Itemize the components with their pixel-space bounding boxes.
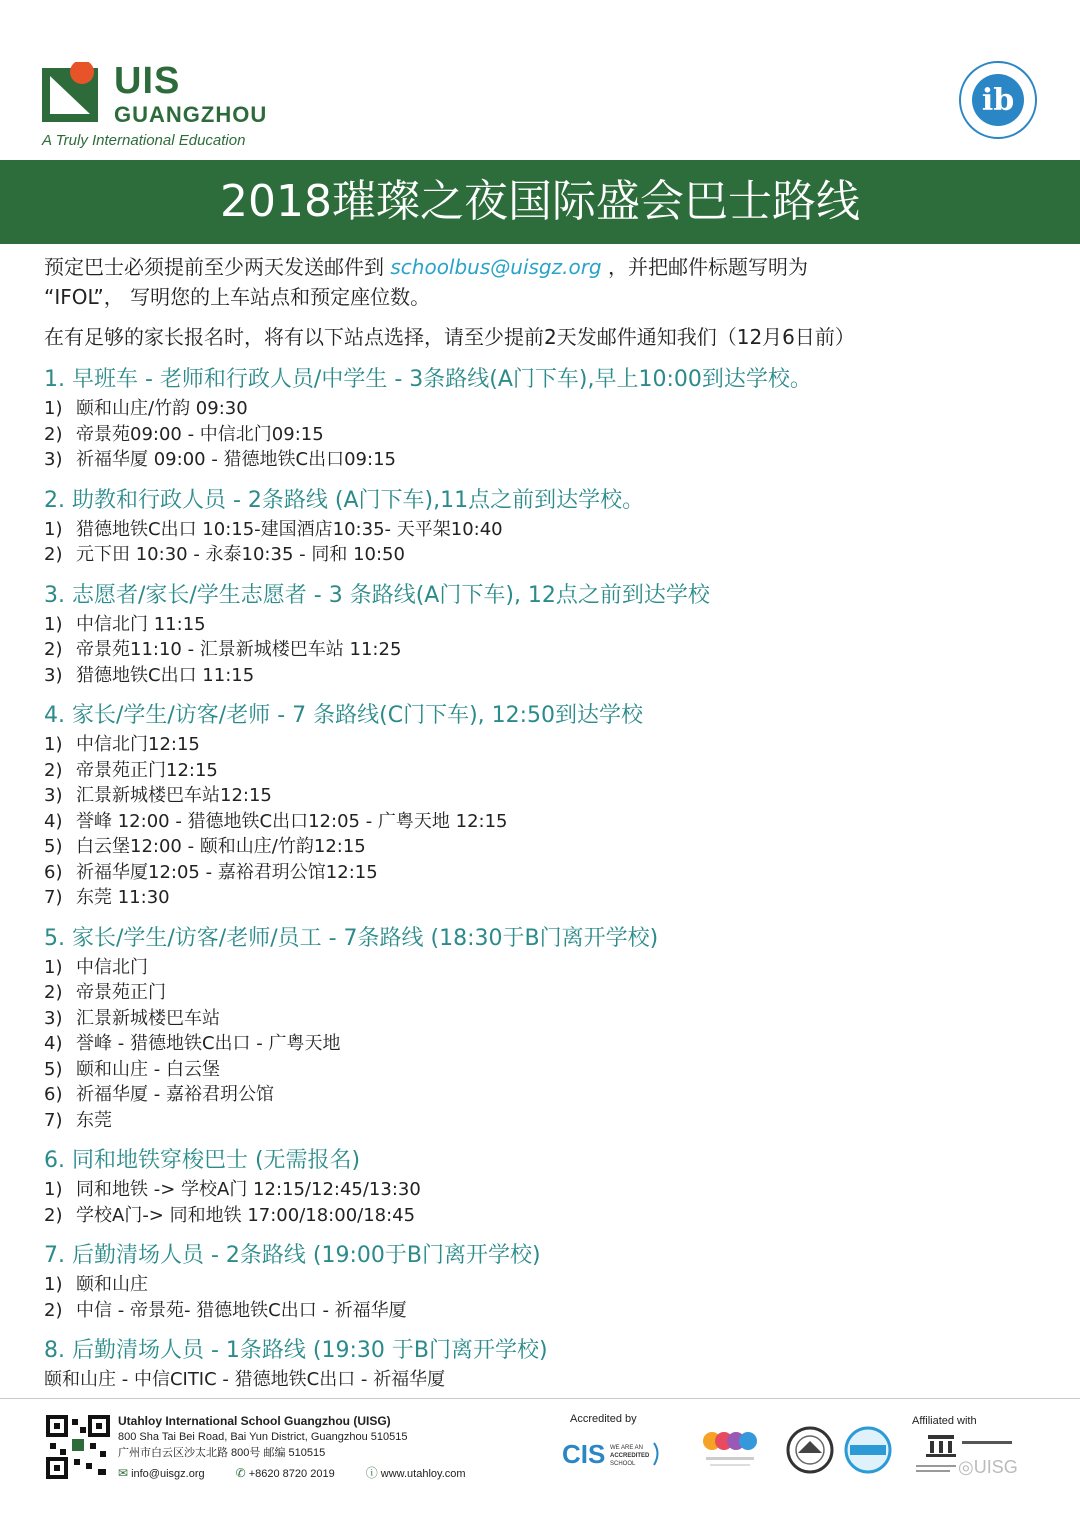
route-item-text: 帝景苑正门 xyxy=(76,982,166,1003)
route-section-title: 3. 志愿者/家长/学生志愿者 - 3 条路线(A门下车), 12点之前到达学校 xyxy=(44,582,710,608)
intro-notice: 在有足够的家长报名时，将有以下站点选择，请至少提前2天发邮件通知我们（12月6日前） xyxy=(44,325,855,349)
route-item xyxy=(44,1367,1044,1393)
route-item xyxy=(44,542,1044,568)
accreditation-rings-icon xyxy=(700,1425,760,1475)
booking-intro xyxy=(44,252,1044,352)
route-item-text: 祈福华厦 - 嘉裕君玥公馆 xyxy=(76,1084,274,1105)
route-item xyxy=(44,447,1044,473)
route-item xyxy=(44,1006,1044,1032)
route-item xyxy=(44,885,1044,911)
phone-contact[interactable] xyxy=(236,1468,349,1480)
route-item-number: 2) xyxy=(44,982,63,1003)
booking-email-link[interactable]: schoolbus@uisgz.org xyxy=(390,255,602,279)
wechat-icon: ◎ xyxy=(958,1457,974,1477)
route-sections xyxy=(44,364,1044,1393)
route-item xyxy=(44,1108,1044,1134)
cis-sub-2: ACCREDITED xyxy=(610,1453,650,1459)
intro-after-email: ，并把邮件标题写明为 xyxy=(601,255,808,279)
route-item-number: 2) xyxy=(44,1299,63,1321)
route-item xyxy=(44,860,1044,886)
route-item-text: 猎德地铁C出口 10:15-建国酒店10:35- 天平架10:40 xyxy=(76,518,503,540)
route-item-number: 3) xyxy=(44,785,63,806)
route-item-number: 7) xyxy=(44,887,63,908)
route-item-text: 中信北门 11:15 xyxy=(76,613,206,635)
info-icon: ⓘ xyxy=(365,1466,378,1480)
page-title: 2018璀璨之夜国际盛会巴士路线 xyxy=(220,176,860,227)
route-item xyxy=(44,1298,1044,1324)
route-item-text: 东莞 11:30 xyxy=(76,887,170,908)
route-item-text: 中信 - 帝景苑- 猎德地铁C出口 - 祈福华厦 xyxy=(76,1299,407,1321)
main-content xyxy=(44,252,1044,1393)
route-item-text: 祈福华厦 09:00 - 猎德地铁C出口09:15 xyxy=(76,449,396,470)
watermark xyxy=(958,1457,1018,1478)
route-item xyxy=(44,612,1044,638)
route-item xyxy=(44,1177,1044,1203)
route-item-text: 帝景苑09:00 - 中信北门09:15 xyxy=(76,423,324,445)
route-item-number: 1) xyxy=(44,956,63,978)
phone-text: +8620 8720 2019 xyxy=(248,1468,335,1480)
route-item-text: 誉峰 - 猎德地铁C出口 - 广粤天地 xyxy=(76,1033,341,1054)
route-item-number: 6) xyxy=(44,1084,63,1105)
logo-tagline: A Truly International Education xyxy=(42,132,246,149)
route-item-text: 帝景苑11:10 - 汇景新城楼巴车站 11:25 xyxy=(76,639,402,660)
watermark-text: UISG xyxy=(973,1457,1018,1477)
route-item-number: 2) xyxy=(44,1204,63,1226)
uis-logo[interactable] xyxy=(42,44,302,154)
route-item-number: 5) xyxy=(44,1058,63,1080)
route-item xyxy=(44,834,1044,860)
intro-line-2: “IFOL”， 写明您的上车站点和预定座位数。 xyxy=(44,285,431,309)
uis-logo-mark-icon xyxy=(42,62,106,126)
contacts xyxy=(118,1464,494,1481)
route-section-title: 4. 家长/学生/访客/老师 - 7 条路线(C门下车), 12:50到达学校 xyxy=(44,703,644,728)
route-item-number: 3) xyxy=(44,449,63,470)
route-item xyxy=(44,783,1044,809)
route-section-title: 8. 后勤清场人员 - 1条路线 (19:30 于B门离开学校) xyxy=(44,1338,548,1363)
route-section-6 xyxy=(44,1145,1044,1228)
route-section-8 xyxy=(44,1335,1044,1393)
mail-icon: ✉ xyxy=(118,1466,129,1480)
route-section-7 xyxy=(44,1240,1044,1323)
phone-icon: ✆ xyxy=(235,1466,246,1480)
website-contact[interactable] xyxy=(366,1468,480,1480)
route-item-text: 颐和山庄 - 中信CITIC - 猎德地铁C出口 - 祈福华厦 xyxy=(44,1369,446,1390)
ncct-logo-icon xyxy=(838,1425,898,1475)
route-item-text: 同和地铁 -> 学校A门 12:15/12:45/13:30 xyxy=(76,1179,421,1200)
route-item-number: 1) xyxy=(44,734,63,755)
route-section-3 xyxy=(44,580,1044,689)
address-en: 800 Sha Tai Bei Road, Bai Yun District, Guangzhou 510515 xyxy=(118,1431,408,1443)
route-section-title: 7. 后勤清场人员 - 2条路线 (19:00于B门离开学校) xyxy=(44,1243,541,1268)
route-item-number: 2) xyxy=(44,759,63,781)
route-item-number: 1) xyxy=(44,518,63,540)
route-item xyxy=(44,663,1044,689)
title-banner xyxy=(0,160,1080,244)
footer xyxy=(0,1398,1080,1515)
route-item-number: 4) xyxy=(44,1033,63,1054)
cis-sub-3: SCHOOL xyxy=(610,1461,636,1467)
route-item-number: 6) xyxy=(44,861,63,883)
route-section-5 xyxy=(44,923,1044,1134)
route-section-1 xyxy=(44,364,1044,473)
website-text: www.utahloy.com xyxy=(380,1468,466,1480)
route-item-text: 颐和山庄/竹韵 09:30 xyxy=(76,398,248,419)
route-item-text: 中信北门 xyxy=(76,956,148,978)
route-item xyxy=(44,1082,1044,1108)
header xyxy=(0,0,1080,160)
route-item-text: 帝景苑正门12:15 xyxy=(76,759,218,781)
cis-sub-1: WE ARE AN xyxy=(610,1445,644,1451)
route-item-text: 东莞 xyxy=(76,1109,112,1131)
route-item-number: 3) xyxy=(44,664,63,686)
route-item-number: 1) xyxy=(44,1274,63,1295)
route-item-text: 汇景新城楼巴车站12:15 xyxy=(76,785,272,806)
route-item xyxy=(44,396,1044,422)
route-item-number: 5) xyxy=(44,836,63,857)
school-info xyxy=(118,1413,407,1461)
cis-accredited-logo xyxy=(562,1433,662,1473)
route-item-number: 2) xyxy=(44,423,63,445)
route-item xyxy=(44,1203,1044,1229)
route-item-number: 1) xyxy=(44,613,63,635)
route-item-text: 颐和山庄 xyxy=(76,1274,148,1295)
route-section-title: 6. 同和地铁穿梭巴士 (无需报名) xyxy=(44,1148,361,1173)
route-item xyxy=(44,732,1044,758)
route-item-number: 2) xyxy=(44,639,63,660)
route-item xyxy=(44,637,1044,663)
ib-world-school-icon xyxy=(948,60,1048,140)
route-item xyxy=(44,980,1044,1006)
route-item-text: 猎德地铁C出口 11:15 xyxy=(76,664,255,686)
route-item-number: 1) xyxy=(44,398,63,419)
route-item-number: 3) xyxy=(44,1007,63,1029)
route-item xyxy=(44,758,1044,784)
route-section-title: 5. 家长/学生/访客/老师/员工 - 7条路线 (18:30于B门离开学校) xyxy=(44,925,659,951)
address-cn: 广州市白云区沙太北路 800号 邮编 510515 xyxy=(118,1447,326,1459)
route-item-text: 颐和山庄 - 白云堡 xyxy=(76,1058,220,1080)
route-item xyxy=(44,1031,1044,1057)
logo-guangzhou-text: GUANGZHOU xyxy=(114,102,268,127)
svg-text:ib: ib xyxy=(981,83,1015,118)
email-text: info@uisgz.org xyxy=(131,1468,205,1480)
route-item-text: 白云堡12:00 - 颐和山庄/竹韵12:15 xyxy=(76,836,366,857)
accredited-label: Accredited by xyxy=(570,1413,637,1425)
route-section-4 xyxy=(44,700,1044,911)
route-item-number: 7) xyxy=(44,1109,63,1131)
cis-text: CIS xyxy=(562,1439,606,1469)
logo-uis-text: UIS xyxy=(114,60,181,102)
route-item xyxy=(44,809,1044,835)
route-item xyxy=(44,517,1044,543)
qr-code-icon xyxy=(46,1415,110,1479)
intro-before-email: 预定巴士必须提前至少两天发送邮件到 xyxy=(44,255,391,279)
intro-line-1 xyxy=(44,252,1044,282)
route-item-number: 4) xyxy=(44,810,63,832)
email-contact[interactable] xyxy=(118,1468,219,1480)
route-item xyxy=(44,1057,1044,1083)
route-section-title: 2. 助教和行政人员 - 2条路线 (A门下车),11点之前到达学校。 xyxy=(44,487,645,513)
route-section-2 xyxy=(44,485,1044,568)
route-item-text: 誉峰 12:00 - 猎德地铁C出口12:05 - 广粤天地 12:15 xyxy=(76,810,508,832)
school-name: Utahloy International School Guangzhou (UISG) xyxy=(118,1414,391,1428)
route-item-text: 学校A门-> 同和地铁 17:00/18:00/18:45 xyxy=(76,1204,416,1226)
route-item-text: 中信北门12:15 xyxy=(76,734,200,755)
route-item-text: 元下田 10:30 - 永泰10:35 - 同和 10:50 xyxy=(76,544,405,565)
route-item xyxy=(44,1272,1044,1298)
affiliated-label: Affiliated with xyxy=(912,1415,977,1427)
route-item-text: 汇景新城楼巴车站 xyxy=(76,1007,220,1029)
route-item-number: 1) xyxy=(44,1179,63,1200)
route-item-number: 2) xyxy=(44,544,63,565)
accreditation-seal-icon xyxy=(780,1425,840,1475)
route-item xyxy=(44,955,1044,981)
route-item xyxy=(44,422,1044,448)
route-item-text: 祈福华厦12:05 - 嘉裕君玥公馆12:15 xyxy=(76,861,378,883)
route-section-title: 1. 早班车 - 老师和行政人员/中学生 - 3条路线(A门下车),早上10:00到达学校。 xyxy=(44,367,812,392)
